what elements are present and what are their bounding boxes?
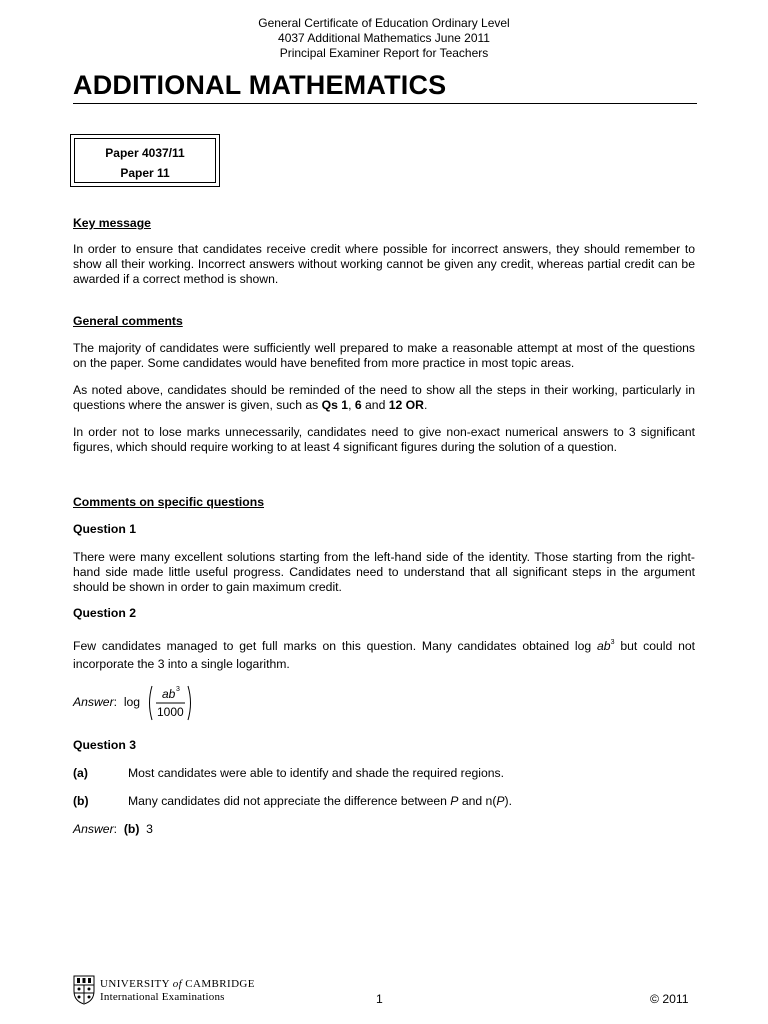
- question-3b-label: (b): [73, 794, 89, 808]
- footer-university-name: UNIVERSITY of CAMBRIDGE: [100, 978, 255, 990]
- header-qualification: General Certificate of Education Ordinary Level: [258, 16, 510, 30]
- key-message-heading: Key message: [73, 216, 151, 230]
- paper-number: Paper 4037/11: [105, 146, 185, 160]
- paper-name: Paper 11: [120, 166, 170, 180]
- university-crest-icon: [73, 975, 95, 1005]
- specific-comments-heading: Comments on specific questions: [73, 495, 264, 509]
- general-comments-p2: As noted above, candidates should be reminded of the need to show all the steps in their working, particularly in questions where the answer is given, such as Qs 1, 6 and 12 OR.: [73, 383, 695, 412]
- question-3a-label: (a): [73, 766, 88, 780]
- page-number: 1: [376, 992, 383, 1006]
- question-2-heading: Question 2: [73, 606, 136, 620]
- question-3-answer: Answer: (b) 3: [73, 822, 153, 836]
- question-2-text: Few candidates managed to get full marks on this question. Many candidates obtained $\log ab^3$ but could not incorporate the 3 into a single logarithm.: [73, 639, 696, 671]
- copyright: © 2011: [650, 992, 689, 1006]
- question-3-heading: Question 3: [73, 738, 136, 752]
- general-comments-heading: General comments: [73, 314, 183, 328]
- question-1-heading: Question 1: [73, 522, 136, 536]
- general-comments-p3: In order not to lose marks unnecessarily, candidates need to give non-exact numerical answers to 3 significant figures, which should require working to at least 4 significant figures during the solution of a question.: [73, 425, 695, 454]
- question-3a-text: Most candidates were able to identify and shade the required regions.: [128, 766, 505, 780]
- question-3b-text: Many candidates did not appreciate the difference between P and n(P).: [128, 794, 512, 808]
- fraction-numerator: ab: [162, 687, 176, 701]
- answer-fraction: [147, 684, 193, 722]
- fraction-exponent: 3: [176, 686, 180, 693]
- question-2-answer: Answer: log: [73, 695, 141, 709]
- page-title: ADDITIONAL MATHEMATICS: [73, 70, 447, 100]
- key-message-text: In order to ensure that candidates receive credit where possible for incorrect answers, they should remember to show all their working. Incorrect answers without working cannot be given any credit, whereas partial credit can be awarded if a correct method is shown.: [73, 242, 695, 286]
- paper-box: [70, 134, 220, 187]
- general-comments-p1: The majority of candidates were sufficiently well prepared to make a reasonable attempt at most of the questions on the paper. Some candidates would have benefited from more practice in most topic areas.: [73, 341, 695, 370]
- header-report-type: Principal Examiner Report for Teachers: [279, 46, 489, 60]
- footer-exam-board: International Examinations: [100, 991, 225, 1003]
- fraction-denominator: 1000: [157, 705, 184, 719]
- title-rule: [73, 103, 697, 104]
- header-syllabus: 4037 Additional Mathematics June 2011: [278, 31, 490, 45]
- question-1-text: There were many excellent solutions starting from the left-hand side of the identity. Those starting from the right-hand side made little useful progress. Candidates need to understand that all significant steps in the argument should be shown in order to gain maximum credit.: [73, 550, 695, 594]
